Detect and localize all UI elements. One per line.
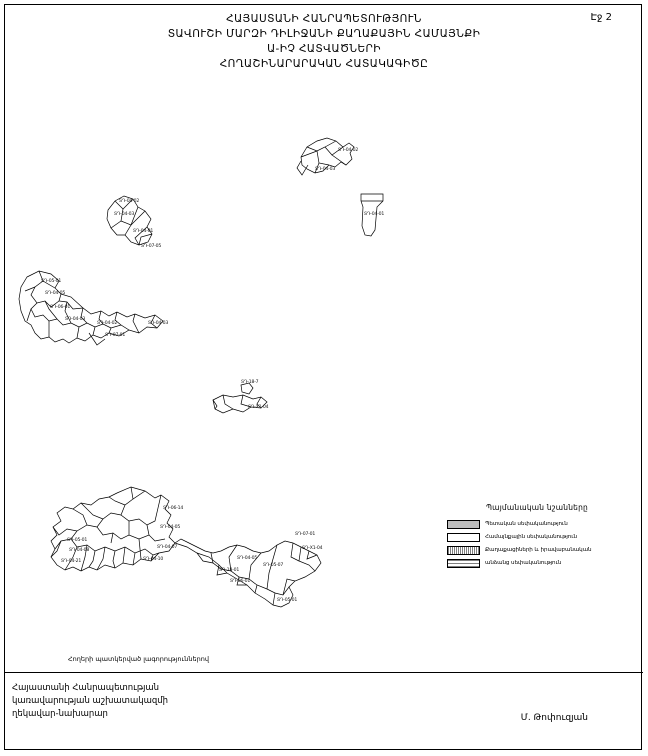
signatory-name: Մ. Թոփուզյան: [520, 713, 588, 723]
map-legend: [447, 503, 627, 571]
parcel-code-label: ՏԴ-07-01: [105, 333, 126, 338]
parcel-code-label: ՏԴ-05-01: [277, 598, 298, 603]
title-line-1: ՀԱՅԱՍՏԱՆԻ ՀԱՆՐԱՊԵՏՈՒԹՅՈՒՆ: [226, 13, 422, 25]
parcel-code-label: ՏԴ-04-10: [143, 557, 164, 562]
legend-item-community: [447, 532, 627, 543]
sheet-title: [0, 12, 648, 72]
parcel-code-label: ՏԴ-04-03: [315, 167, 336, 172]
parcel-code-label: ՏԴ-05-01: [41, 279, 62, 284]
parcel-code-label: ՏԴ-X1-04: [248, 405, 269, 410]
parcel-code-label: ՏԴ-04-05: [160, 525, 181, 530]
parcel-code-label: ՏԴ-18-7: [241, 380, 259, 385]
parcel-code-label: ՏԴ-05-07: [263, 563, 284, 568]
legend-title: Պայմանական նշանները: [485, 503, 589, 512]
parcel-code-label: ՏԴ-04-02: [97, 321, 118, 326]
parcel-code-label: ՏԴ-06-01: [230, 579, 251, 584]
parcel-code-label: ՏԴ-04-02: [338, 148, 359, 153]
parcel-code-label: ՏԴ-06-14: [163, 506, 184, 511]
parcel-code-label: ՏԴ-04-01: [133, 229, 154, 234]
legend-item-other: [447, 558, 627, 569]
parcel-code-label: ՏԴ-07-01: [295, 532, 316, 537]
signatory-line-1: Հայաստանի Հանրապետության: [12, 683, 160, 693]
parcel-code-label: ՏԴ-06-01: [50, 305, 71, 310]
legend-swatch-citizen: [447, 546, 480, 555]
legend-label-community: Համայնքային սեփականություն: [485, 534, 577, 541]
parcel-code-label: ՏԴ-18-01: [219, 568, 240, 573]
signatory-line-3: ղեկավար-նախարար: [12, 709, 108, 719]
parcel-code-label: ՏԴ-04-03: [65, 317, 86, 322]
parcel-code-label: ՏԴ-04-08: [69, 548, 90, 553]
scale-note: Հողերի պատկերված լագորություններով: [68, 655, 210, 663]
parcel-code-label: ՏԴ-04-01: [364, 212, 385, 217]
legend-swatch-other: [447, 559, 480, 568]
legend-label-other: անձանց սեփականություն: [485, 560, 562, 567]
parcel-code-label: ՏԴ-04-21: [61, 559, 82, 564]
signatory-line-2: կառավարության աշխատակազմի: [12, 696, 169, 706]
legend-item-state: [447, 519, 627, 530]
parcel-code-label: ՏԴ-04-05: [237, 556, 258, 561]
sheet-number: Էջ 2: [590, 12, 612, 23]
legend-label-citizen: Քաղաքացիների և իրավաբանական: [485, 547, 592, 554]
parcel-code-label: ՏԴ-05-01: [67, 538, 88, 543]
legend-label-state: Պետական սեփականություն: [485, 521, 568, 528]
title-line-3: Ա-ԻՉ ՀԱՏՎԱԾՆԵՐԻ: [267, 43, 381, 55]
parcel-code-label: ՏԴ-04-07: [157, 545, 178, 550]
parcel-code-label: ՏԴ-04-02: [119, 199, 140, 204]
parcel-code-label: ՏԴ-04-03: [148, 321, 169, 326]
title-line-4: ՀՈՂԱՇԻՆԱՐԱՐԱԿԱՆ ՀԱՏԱԿԱԳԻԾԸ: [219, 58, 429, 70]
signatory-office: [12, 682, 168, 721]
title-line-2: ՏԱՎՈՒՇԻ ՄԱՐԶԻ ԴԻԼԻՋԱՆԻ ՔԱՂԱՔԱՅԻՆ ՀԱՄԱՅՆՔԻ: [167, 28, 481, 40]
parcel-code-label: ՏԴ-04-03: [114, 212, 135, 217]
legend-swatch-state: [447, 520, 480, 529]
footer-divider: [5, 672, 643, 673]
legend-item-citizen: [447, 545, 627, 556]
parcel-code-label: ՏԴ-X1-04: [302, 546, 323, 551]
parcel-code-label: ՏԴ-07-05: [141, 244, 162, 249]
parcel-code-label: ՏԴ-04-05: [45, 291, 66, 296]
legend-swatch-community: [447, 533, 480, 542]
